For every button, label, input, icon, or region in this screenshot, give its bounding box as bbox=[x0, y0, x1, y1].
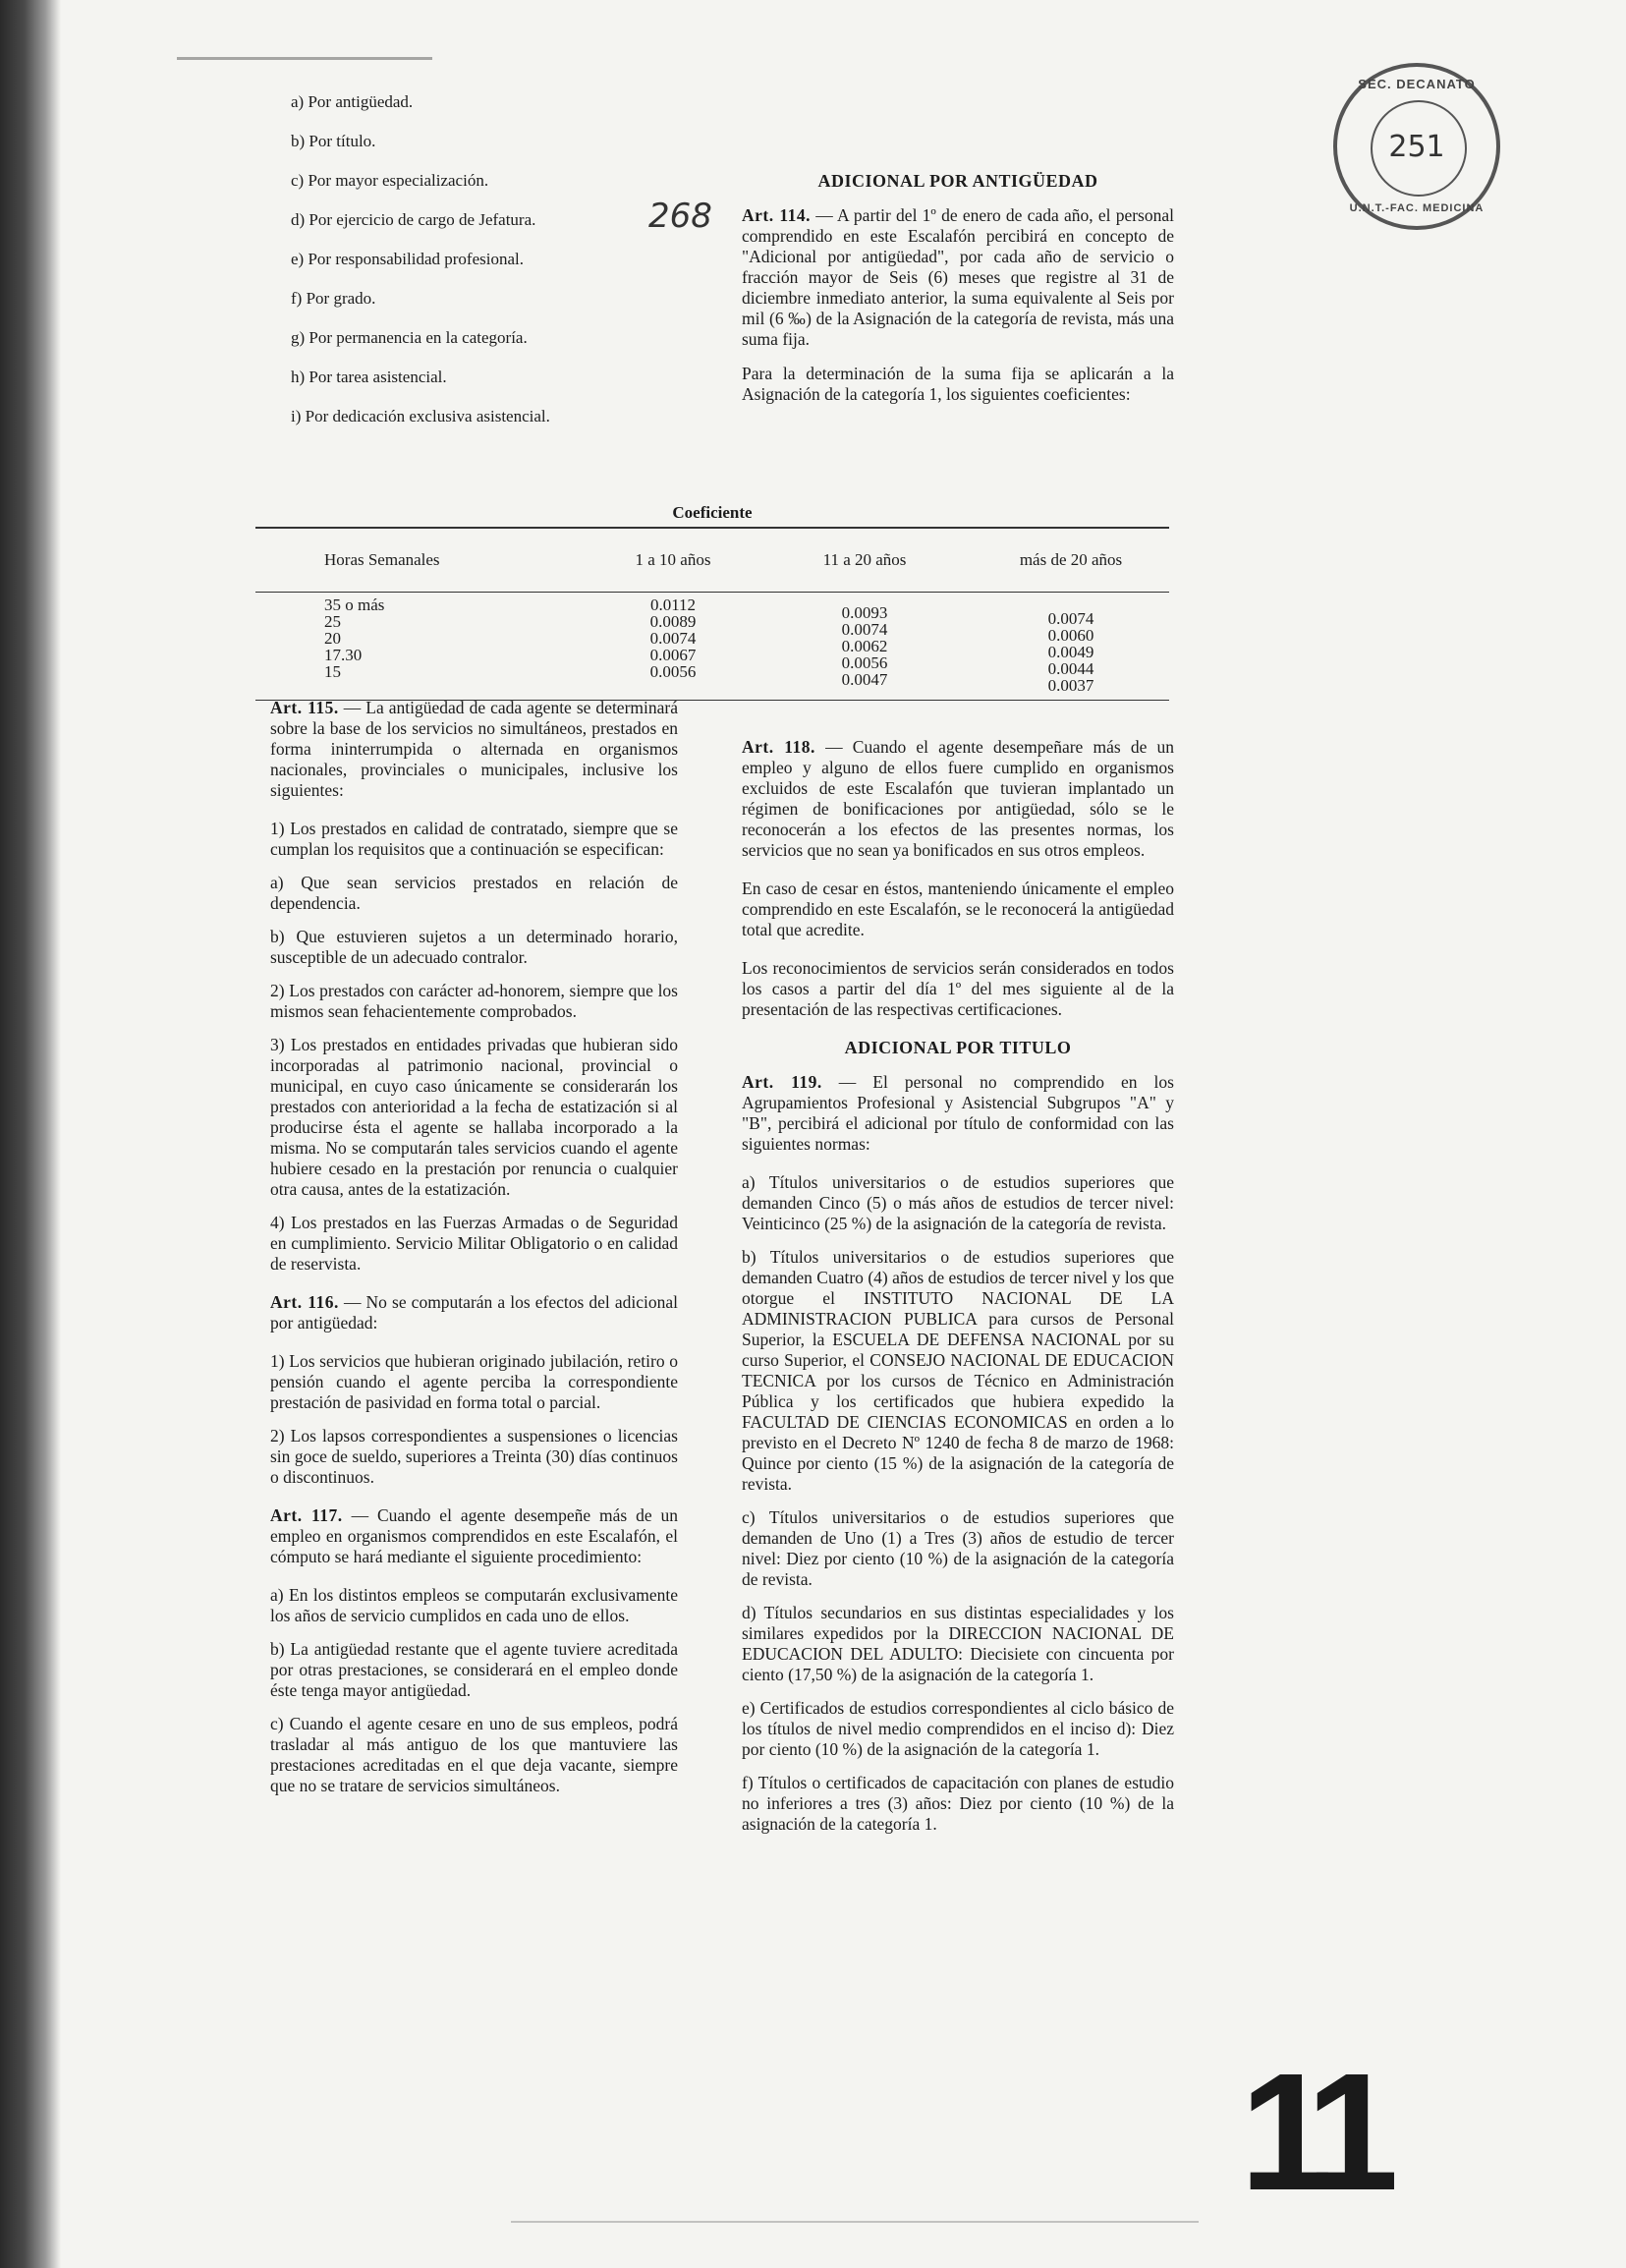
antiguedad-heading: ADICIONAL POR ANTIGÜEDAD bbox=[817, 171, 1098, 191]
art114-paragraph bbox=[742, 205, 1174, 350]
table-cell: 0.0074 bbox=[649, 629, 697, 648]
art118-paragraph-3: Los reconocimientos de servicios serán considerados en todos los casos a partir del día 1º del mes siguiente al de la presentación de las respectivas certificaciones. bbox=[742, 958, 1174, 1019]
table-cell: 0.0089 bbox=[649, 612, 697, 631]
art119-item-b: b) Títulos universitarios o de estudios superiores que demanden Cuatro (4) años de estudios de tercer nivel y los que otorgue el INSTITUTO NACIONAL DE LA ADMINISTRACION PUBLICA para cursos de Personal Superior, la ESCUELA DE DEFENSA NACIONAL por su curso Superior, el CONSEJO NACIONAL DE EDUCACION TECNICA por los cursos de Técnico en Administración Pública y los certificados que hubiera expedido la FACULTAD DE CIENCIAS ECONOMICAS en orden a lo previsto en el Decreto Nº 1240 de fecha 8 de marzo de 1968: Quince por ciento (15 %) de la asignación de la categoría de revista. bbox=[742, 1247, 1174, 1494]
list-item: b) Por título. bbox=[291, 132, 376, 150]
art116-text: — No se computarán a los efectos del adicional por antigüedad: bbox=[270, 1292, 678, 1332]
art118-text: — Cuando el agente desempeñare más de un empleo y alguno de ellos fuere cumplido en organismos excluidos de este Escalafón que tuvieran implantado un régimen de bonificaciones por antigüedad, sólo se le reconocerán a los efectos de las presentes normas, los servicios que no sean ya bonificados en sus otros empleos. bbox=[742, 737, 1175, 860]
art119-paragraph bbox=[742, 1072, 1174, 1155]
art115-item-1: 1) Los prestados en calidad de contratado, siempre que se cumplan los requisitos que a continuación se especifican: bbox=[270, 819, 678, 859]
column-over-20 bbox=[973, 596, 1169, 694]
table-cell: 0.0056 bbox=[841, 653, 888, 672]
scan-artifact-bottom bbox=[511, 2221, 1199, 2223]
table-cell: 0.0074 bbox=[841, 620, 888, 639]
list-item: e) Por responsabilidad profesional. bbox=[291, 250, 524, 268]
table-cell: 15 bbox=[324, 662, 341, 681]
coefficient-table bbox=[255, 503, 1169, 701]
table-cell: 35 o más bbox=[324, 595, 385, 614]
art115-item-1a: a) Que sean servicios prestados en relación de dependencia. bbox=[270, 873, 678, 913]
scan-artifact-top bbox=[177, 57, 432, 60]
art119-text: — El personal no comprendido en los Agrupamientos Profesional y Asistencial Subgrupos "A" y "B", percibirá el adicional por título de conformidad con las siguientes normas: bbox=[742, 1072, 1174, 1154]
art115-label: Art. 115. bbox=[270, 698, 339, 717]
art115-item-3: 3) Los prestados en entidades privadas que hubieran sido incorporadas al patrimonio nacional, provincial o municipal, en cuyo caso únicamente se considerarán los prestados con anterioridad a la fecha de estatización si al producirse ésta el agente se hallaba incorporado a la misma. No se computarán tales servicios cuando el agente hubiere cesado en la prestación por renuncia o cualquier otra causa, antes de la estatización. bbox=[270, 1035, 678, 1199]
art119-item-c: c) Títulos universitarios o de estudios superiores que demanden de Uno (1) a Tres (3) años de estudio de tercer nivel: Diez por ciento (10 %) de la asignación de la categoría de revista. bbox=[742, 1507, 1174, 1589]
table-cell: 0.0047 bbox=[841, 670, 888, 689]
table-cell: 0.0062 bbox=[841, 637, 888, 655]
header-over-20: más de 20 años bbox=[1019, 550, 1123, 569]
stamp-bottom-text: U.N.T.-FAC. MEDICINA bbox=[1349, 202, 1485, 214]
header-11-20: 11 a 20 años bbox=[822, 550, 907, 569]
list-item: g) Por permanencia en la categoría. bbox=[291, 328, 528, 347]
art115-item-4: 4) Los prestados en las Fuerzas Armadas o de Seguridad en cumplimiento. Servicio Militar Obligatorio o en calidad de reservista. bbox=[270, 1213, 678, 1274]
art117-label: Art. 117. bbox=[270, 1505, 343, 1525]
art114-text: — A partir del 1º de enero de cada año, el personal comprendido en este Escalafón percibirá en concepto de "Adicional por antigüedad", por cada año de servicio o fracción mayor de Seis (6) meses que registre al 31 de diciembre inmediato anterior, la suma equivalente al Seis por mil (6 ‰) de la Asignación de la categoría de revista, más una suma fija. bbox=[742, 205, 1174, 349]
art116-item-2: 2) Los lapsos correspondientes a suspensiones o licencias sin goce de sueldo, superiores a Treinta (30) días continuos o discontinuos. bbox=[270, 1426, 678, 1487]
table-cell: 0.0037 bbox=[1047, 676, 1094, 695]
art116-paragraph bbox=[270, 1292, 678, 1333]
list-item: c) Por mayor especialización. bbox=[291, 171, 489, 190]
table-cell: 0.0049 bbox=[1047, 643, 1094, 661]
decanato-stamp bbox=[1333, 63, 1500, 230]
list-item: f) Por grado. bbox=[291, 289, 376, 308]
stamp-number: 251 bbox=[1388, 130, 1445, 164]
header-hours: Horas Semanales bbox=[324, 550, 440, 569]
header-1-10: 1 a 10 años bbox=[635, 550, 711, 569]
art116-label: Art. 116. bbox=[270, 1292, 339, 1312]
list-item: h) Por tarea asistencial. bbox=[291, 368, 447, 386]
table-cell: 0.0112 bbox=[649, 595, 697, 614]
list-item: d) Por ejercicio de cargo de Jefatura. bbox=[291, 210, 536, 229]
column-hours bbox=[255, 596, 589, 694]
adicionales-list bbox=[291, 83, 664, 436]
art115-item-1b: b) Que estuvieren sujetos a un determinado horario, susceptible de un adecuado contralor. bbox=[270, 927, 678, 967]
stamp-top-text: SEC. DECANATO bbox=[1358, 77, 1476, 91]
left-column bbox=[270, 698, 678, 1809]
art119-item-a: a) Títulos universitarios o de estudios superiores que demanden Cinco (5) o más años de estudios de tercer nivel: Veinticinco (25 %) de la asignación de la categoría de revista. bbox=[742, 1172, 1174, 1233]
art115-item-2: 2) Los prestados con carácter ad-honorem, siempre que los mismos sean fehacientemente comprobados. bbox=[270, 981, 678, 1021]
art119-label: Art. 119. bbox=[742, 1072, 822, 1092]
list-item: a) Por antigüedad. bbox=[291, 92, 414, 111]
table-cell: 25 bbox=[324, 612, 341, 631]
titulo-heading: ADICIONAL POR TITULO bbox=[844, 1038, 1072, 1057]
art119-item-e: e) Certificados de estudios correspondientes al ciclo básico de los títulos de nivel medio comprendidos en el inciso d): Diez por ciento (10 %) de la asignación de la categoría 1. bbox=[742, 1698, 1174, 1759]
binder-shadow bbox=[0, 0, 61, 2268]
art117-paragraph bbox=[270, 1505, 678, 1567]
handwritten-number: 268 bbox=[648, 197, 712, 236]
art116-item-1: 1) Los servicios que hubieran originado jubilación, retiro o pensión cuando el agente perciba la correspondiente prestación de pasividad en forma total o parcial. bbox=[270, 1351, 678, 1412]
art118-label: Art. 118. bbox=[742, 737, 815, 757]
art117-text: — Cuando el agente desempeñe más de un empleo en organismos comprendidos en este Escalafón, el cómputo se hará mediante el siguiente procedimiento: bbox=[270, 1505, 679, 1566]
art117-item-b: b) La antigüedad restante que el agente tuviere acreditada por otras prestaciones, se considerará en el empleo donde éste tenga mayor antigüedad. bbox=[270, 1639, 678, 1700]
table-cell: 17.30 bbox=[324, 646, 363, 664]
table-cell: 0.0056 bbox=[649, 662, 697, 681]
table-cell: 20 bbox=[324, 629, 341, 648]
art118-paragraph-2: En caso de cesar en éstos, manteniendo únicamente el empleo comprendido en este Escalafón, se le reconocerá la antigüedad total que acredite. bbox=[742, 879, 1174, 939]
right-column bbox=[742, 737, 1174, 1847]
column-1-10 bbox=[589, 596, 757, 694]
art115-paragraph bbox=[270, 698, 678, 801]
art114-label: Art. 114. bbox=[742, 205, 812, 225]
column-11-20 bbox=[757, 596, 973, 694]
antiguedad-section bbox=[742, 165, 1174, 419]
fixed-sum-paragraph: Para la determinación de la suma fija se aplicarán a la Asignación de la categoría 1, los siguientes coeficientes: bbox=[742, 364, 1174, 404]
table-header bbox=[255, 529, 1169, 592]
table-cell: 0.0093 bbox=[841, 603, 888, 622]
table-body bbox=[255, 593, 1169, 700]
art117-item-a: a) En los distintos empleos se computarán exclusivamente los años de servicio cumplidos en cada uno de ellos. bbox=[270, 1585, 678, 1625]
table-caption: Coeficiente bbox=[672, 503, 753, 522]
art119-item-d: d) Títulos secundarios en sus distintas especialidades y los similares expedidos por la DIRECCION NACIONAL DE EDUCACION DEL ADULTO: Diecisiete con cincuenta por ciento (17,50 %) de la asignación de la categoría 1. bbox=[742, 1603, 1174, 1684]
art115-text: — La antigüedad de cada agente se determinará sobre la base de los servicios no simultáneos, prestados en forma ininterrumpida o alternada en organismos nacionales, provinciales o municipales, inclusive los siguientes: bbox=[270, 698, 678, 800]
art118-paragraph bbox=[742, 737, 1174, 861]
page-number: 11 bbox=[1240, 2039, 1381, 2226]
table-cell: 0.0074 bbox=[1047, 609, 1094, 628]
table-cell: 0.0044 bbox=[1047, 659, 1094, 678]
table-cell: 0.0067 bbox=[649, 646, 697, 664]
table-cell: 0.0060 bbox=[1047, 626, 1094, 645]
list-item: i) Por dedicación exclusiva asistencial. bbox=[291, 407, 550, 425]
art119-item-f: f) Títulos o certificados de capacitación con planes de estudio no inferiores a tres (3) años: Diez por ciento (10 %) de la asignación de la categoría 1. bbox=[742, 1773, 1174, 1834]
art117-item-c: c) Cuando el agente cesare en uno de sus empleos, podrá trasladar al más antiguo de los que mantuviere las prestaciones acreditadas en el que deja vacante, siempre que no se tratare de servicios simultáneos. bbox=[270, 1714, 678, 1795]
